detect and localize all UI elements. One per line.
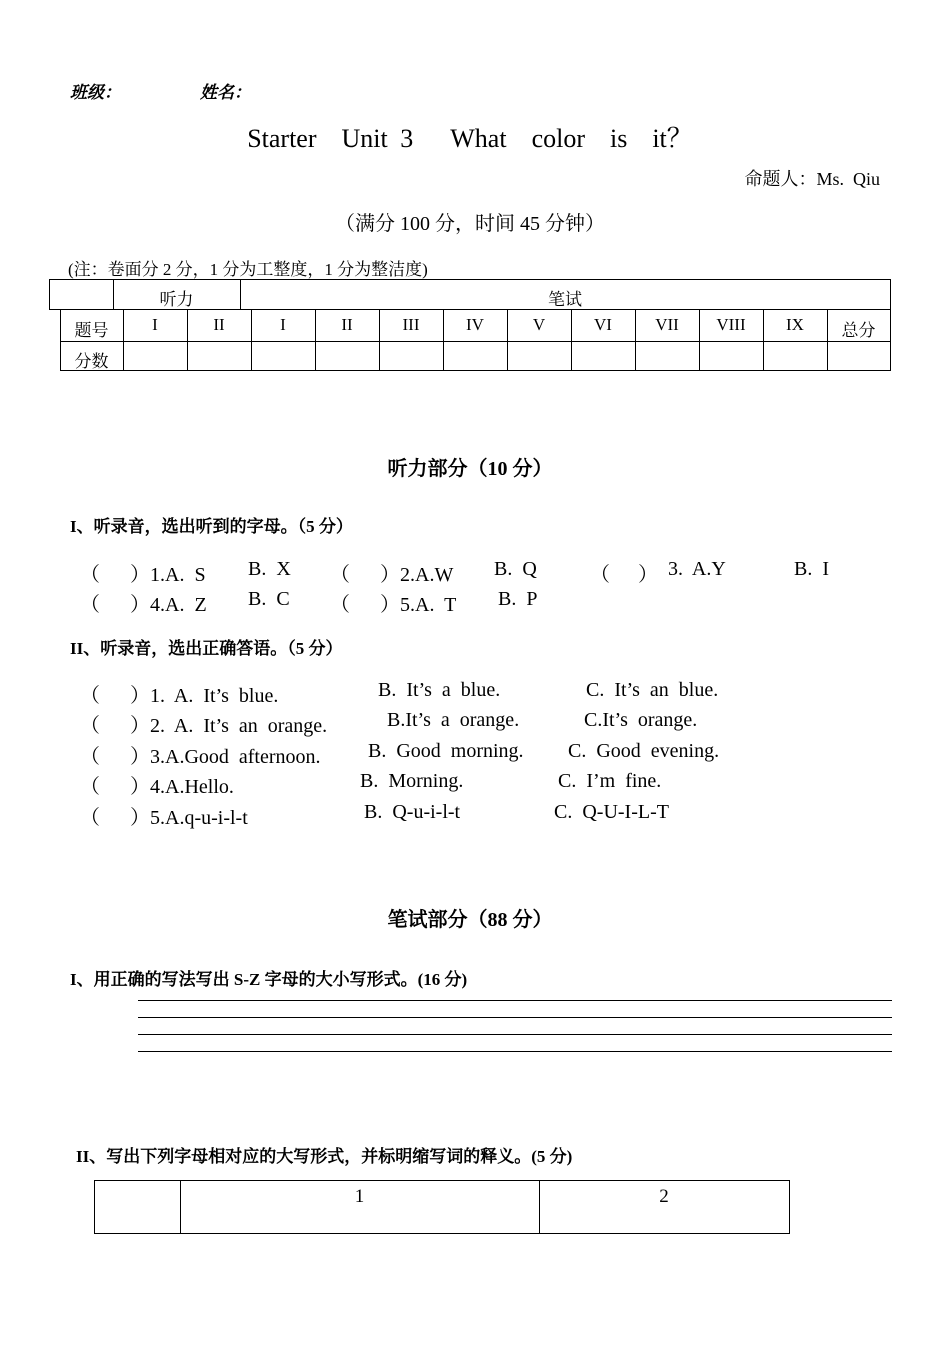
answer-paren: （ <box>80 776 100 798</box>
option-c: C. Good evening. <box>568 740 720 762</box>
option-b: B. It’s a blue. <box>378 679 501 701</box>
answer-paren: （ <box>330 594 350 616</box>
answer-paren: （ <box>80 564 100 586</box>
writing-line <box>138 1000 892 1001</box>
writing-line <box>138 1017 892 1018</box>
writing-part1-heading: I、用正确的写法写出 S-Z 字母的大小写形式。(16 分) <box>70 970 468 989</box>
answer-paren: （ <box>80 715 100 737</box>
answer-paren: （ <box>80 685 100 707</box>
exam-meta: （满分 100 分，时间 45 分钟） <box>335 213 605 235</box>
table-column-header: VIII <box>716 315 746 334</box>
answer-paren: （ <box>80 746 100 768</box>
writing-part2-heading: II、写出下列字母相对应的大写形式，并标明缩写词的释义。(5 分) <box>76 1147 573 1166</box>
option-b: B. Q-u-i-l-t <box>364 801 461 823</box>
option-text: ）4.A. Z <box>130 594 207 616</box>
table-group-listening: 听力 <box>159 290 194 310</box>
answer-paren: （ <box>590 564 610 586</box>
option-text: B. I <box>794 558 829 580</box>
option-a: ）4.A.Hello. <box>130 776 234 798</box>
table-column-header-total: 总分 <box>841 321 876 341</box>
option-a: ）3.A.Good afternoon. <box>130 746 321 768</box>
option-c: C. It’s an blue. <box>586 679 719 701</box>
option-a: ）5.A.q-u-i-l-t <box>130 807 248 829</box>
listening-section-title: 听力部分（10 分） <box>387 458 553 480</box>
table-column-header: II <box>213 315 225 334</box>
table-column-header: IX <box>786 315 804 334</box>
page-title: Starter Unit 3 What color is it？ <box>247 124 693 153</box>
answer-paren: （ <box>80 594 100 616</box>
table-group-writing: 笔试 <box>548 290 582 310</box>
option-text: ）1.A. S <box>130 564 206 586</box>
option-c: C. Q-U-I-L-T <box>554 801 669 823</box>
option-text: 3. A.Y <box>668 558 726 580</box>
table-column-header: II <box>341 315 353 334</box>
option-text: ）2.A.W <box>380 564 454 586</box>
row-label-score: 分数 <box>74 352 109 372</box>
name-label: 姓名： <box>200 83 251 103</box>
option-b: B. Morning. <box>360 770 464 792</box>
listening-part1-heading: I、听录音，选出听到的字母。（5 分） <box>70 517 353 536</box>
option-c: C.It’s orange. <box>584 709 698 731</box>
row-label-number: 题号 <box>74 321 109 341</box>
author-line: 命题人：Ms. Qiu <box>744 169 880 189</box>
option-text: B. Q <box>494 558 537 580</box>
answer-paren-close: ） <box>638 564 658 586</box>
option-b: B. Good morning. <box>368 740 524 762</box>
answer-paren: （ <box>330 564 350 586</box>
writing-section-title: 笔试部分（88 分） <box>387 909 553 931</box>
option-text: B. P <box>498 588 538 610</box>
table-column-header: IV <box>466 315 484 334</box>
table-column-header: I <box>280 315 286 334</box>
option-text: B. X <box>248 558 291 580</box>
listening-part2-heading: II、听录音，选出正确答语。（5 分） <box>70 639 343 658</box>
option-b: B.It’s a orange. <box>387 709 520 731</box>
table-column-header: 2 <box>659 1186 669 1207</box>
note-line: (注：卷面分 2 分，1 分为工整度，1 分为整洁度) <box>68 260 428 279</box>
table-column-header: III <box>402 315 420 334</box>
table-column-header: VI <box>594 315 612 334</box>
option-text: B. C <box>248 588 290 610</box>
option-c: C. I’m fine. <box>558 770 662 792</box>
option-text: ）5.A. T <box>380 594 457 616</box>
option-a: ）2. A. It’s an orange. <box>130 715 328 737</box>
option-a: ）1. A. It’s blue. <box>130 685 279 707</box>
writing-line <box>138 1051 892 1052</box>
answer-paren: （ <box>80 807 100 829</box>
table-column-header: 1 <box>354 1186 365 1207</box>
table-column-header: I <box>152 315 158 334</box>
table-column-header: VII <box>655 315 679 334</box>
class-label: 班级： <box>70 83 121 103</box>
writing-line <box>138 1034 892 1035</box>
table-column-header: V <box>532 315 546 334</box>
